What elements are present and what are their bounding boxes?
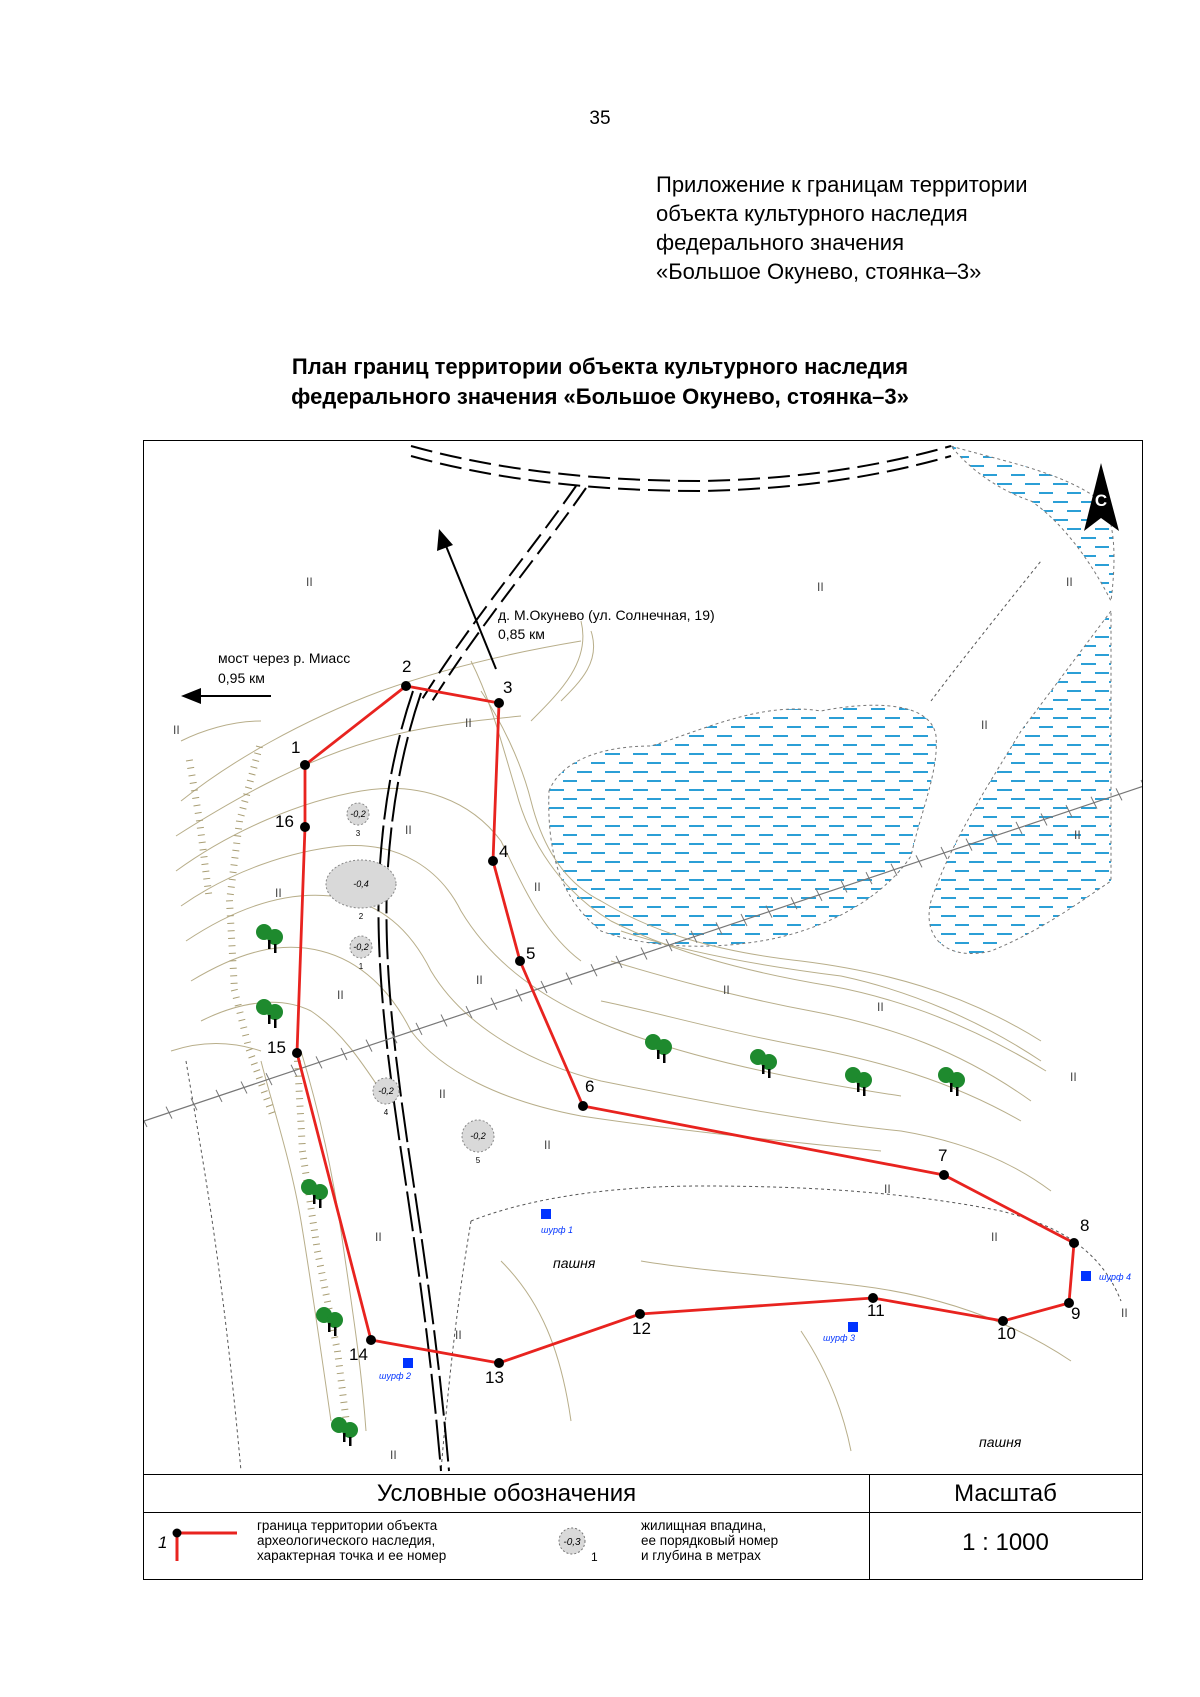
boundary-point xyxy=(1069,1238,1079,1248)
boundary-point xyxy=(578,1101,588,1111)
pit-depth: -0,2 xyxy=(350,809,366,819)
legend-text-line: и глубина в метрах xyxy=(641,1548,761,1563)
boundary-point xyxy=(494,1358,504,1368)
plan-title xyxy=(0,352,1200,412)
marsh-area xyxy=(549,705,937,946)
pit-number: 1 xyxy=(358,962,364,971)
boundary-point xyxy=(494,698,504,708)
boundary-point-label: 3 xyxy=(503,678,513,697)
legend-point-number: 1 xyxy=(158,1533,168,1552)
legend-body xyxy=(144,1513,870,1579)
trees xyxy=(256,924,965,1446)
legend-text-line: жилищная впадина, xyxy=(641,1518,767,1533)
grass-symbol: II xyxy=(981,718,988,732)
boundary-point-label: 7 xyxy=(938,1146,948,1165)
field-label: пашня xyxy=(553,1255,596,1271)
page-number: 35 xyxy=(589,108,611,129)
grass-symbol: II xyxy=(390,1448,397,1462)
grass-symbol: II xyxy=(439,1087,446,1101)
legend-boundary-description xyxy=(257,1518,446,1563)
grass-symbol: II xyxy=(455,1328,462,1342)
test-trench-icon xyxy=(541,1209,551,1219)
tree-icon xyxy=(331,1417,358,1446)
field-label: пашня xyxy=(979,1434,1022,1450)
pit-depth: -0,2 xyxy=(470,1131,486,1141)
grass-symbol: II xyxy=(817,580,824,594)
scale-title: Масштаб xyxy=(870,1475,1141,1513)
grass-symbol: II xyxy=(1074,828,1081,842)
field-boundaries xyxy=(186,561,1121,1471)
tree-icon xyxy=(845,1067,872,1096)
boundary-point-label: 15 xyxy=(267,1038,286,1057)
grass-symbol: II xyxy=(476,973,483,987)
grass-symbol: II xyxy=(1121,1306,1128,1320)
boundary-point xyxy=(939,1170,949,1180)
trench-label: шурф 4 xyxy=(1099,1272,1132,1282)
plan-title-line: План границ территории объекта культурного наследия xyxy=(291,354,909,379)
marsh-area xyxy=(929,611,1111,954)
tree-icon xyxy=(256,999,283,1028)
test-trench-icon xyxy=(1081,1271,1091,1281)
boundary-point xyxy=(401,681,411,691)
test-trench-icon xyxy=(848,1322,858,1332)
grass-symbol: II xyxy=(1066,575,1073,589)
grass-symbol: II xyxy=(991,1230,998,1244)
pit-depth: -0,2 xyxy=(353,942,369,952)
boundary-point-label: 12 xyxy=(632,1319,651,1338)
pit-number: 5 xyxy=(475,1156,481,1165)
village-direction-arrow xyxy=(437,529,496,669)
boundary-point-label: 16 xyxy=(275,812,294,831)
village-direction-label: д. М.Окунево (ул. Солнечная, 19) xyxy=(498,607,715,623)
legend-pit-description xyxy=(641,1518,778,1563)
boundary-point-label: 6 xyxy=(585,1077,595,1096)
legend-pit-depth: -0,3 xyxy=(563,1537,581,1548)
grass-symbol: II xyxy=(375,1230,382,1244)
boundary-point xyxy=(300,822,310,832)
legend-title: Условные обозначения xyxy=(144,1475,870,1513)
scale-value: 1 : 1000 xyxy=(962,1529,1049,1556)
boundary-point xyxy=(488,856,498,866)
grass-symbol: II xyxy=(723,983,730,997)
test-trenches xyxy=(379,1209,1131,1381)
boundary-point-label: 2 xyxy=(402,657,412,676)
plan-title-line: федерального значения «Большое Окунево, стоянка–3» xyxy=(291,384,909,409)
grass-symbol: II xyxy=(1070,1070,1077,1084)
grass-symbol: II xyxy=(877,1000,884,1014)
grass-symbol: II xyxy=(534,880,541,894)
legend-table xyxy=(143,1474,1143,1580)
grass-symbol: II xyxy=(465,716,472,730)
pit-number: 4 xyxy=(383,1108,389,1117)
boundary-point-label: 9 xyxy=(1071,1304,1081,1323)
dwelling-pits xyxy=(326,803,494,1165)
grass-symbol: II xyxy=(173,723,180,737)
trench-label: шурф 3 xyxy=(823,1333,856,1343)
boundary-point-label: 8 xyxy=(1080,1216,1090,1235)
appendix-line: федерального значения xyxy=(656,230,905,255)
pit-number: 2 xyxy=(358,912,364,921)
grass-symbol: II xyxy=(405,823,412,837)
boundary-point xyxy=(300,760,310,770)
boundary-point xyxy=(635,1309,645,1319)
legend-text-line: археологического наследия, xyxy=(257,1533,436,1548)
tree-icon xyxy=(316,1307,343,1336)
bridge-direction-label: мост через р. Миасс xyxy=(218,650,351,666)
village-distance-label: 0,85 км xyxy=(498,626,545,642)
pit-depth: -0,4 xyxy=(353,879,369,889)
dirt-road xyxy=(411,446,951,703)
pit-number: 3 xyxy=(355,829,361,838)
tree-icon xyxy=(301,1179,328,1208)
boundary-point-label: 13 xyxy=(485,1368,504,1387)
pit-depth: -0,2 xyxy=(378,1086,394,1096)
trench-label: шурф 1 xyxy=(541,1225,574,1235)
appendix-line: объекта культурного наследия xyxy=(656,201,968,226)
appendix-line: «Большое Окунево, стоянка–3» xyxy=(656,259,982,284)
map-frame xyxy=(143,440,1143,1475)
boundary-point-label: 10 xyxy=(997,1324,1016,1343)
site-plan-map xyxy=(144,441,1143,1475)
appendix-caption xyxy=(656,170,1028,286)
test-trench-icon xyxy=(403,1358,413,1368)
bridge-distance-label: 0,95 км xyxy=(218,670,265,686)
grass-symbol: II xyxy=(544,1138,551,1152)
boundary-point-label: 1 xyxy=(291,738,301,757)
boundary-point xyxy=(366,1335,376,1345)
tree-icon xyxy=(645,1034,672,1063)
north-letter: С xyxy=(1094,491,1108,510)
boundary-point xyxy=(515,956,525,966)
tree-icon xyxy=(256,924,283,953)
legend-text-line: характерная точка и ее номер xyxy=(257,1548,447,1563)
legend-boundary-point xyxy=(173,1529,182,1538)
legend-pit-number: 1 xyxy=(591,1550,598,1564)
grass-symbol: II xyxy=(337,988,344,1002)
bridge-direction-arrow xyxy=(181,688,271,704)
boundary-point-label: 5 xyxy=(526,944,536,963)
boundary-point-label: 11 xyxy=(867,1301,885,1320)
appendix-line: Приложение к границам территории xyxy=(656,172,1028,197)
grass-symbol: II xyxy=(884,1182,891,1196)
legend-text-line: граница территории объекта xyxy=(257,1518,438,1533)
boundary-point-label: 4 xyxy=(499,842,509,861)
grass-symbol: II xyxy=(275,886,282,900)
trench-label: шурф 2 xyxy=(379,1371,412,1381)
boundary-point-label: 14 xyxy=(349,1345,368,1364)
legend-text-line: ее порядковый номер xyxy=(641,1533,779,1548)
boundary-point xyxy=(292,1048,302,1058)
grass-symbol: II xyxy=(306,575,313,589)
